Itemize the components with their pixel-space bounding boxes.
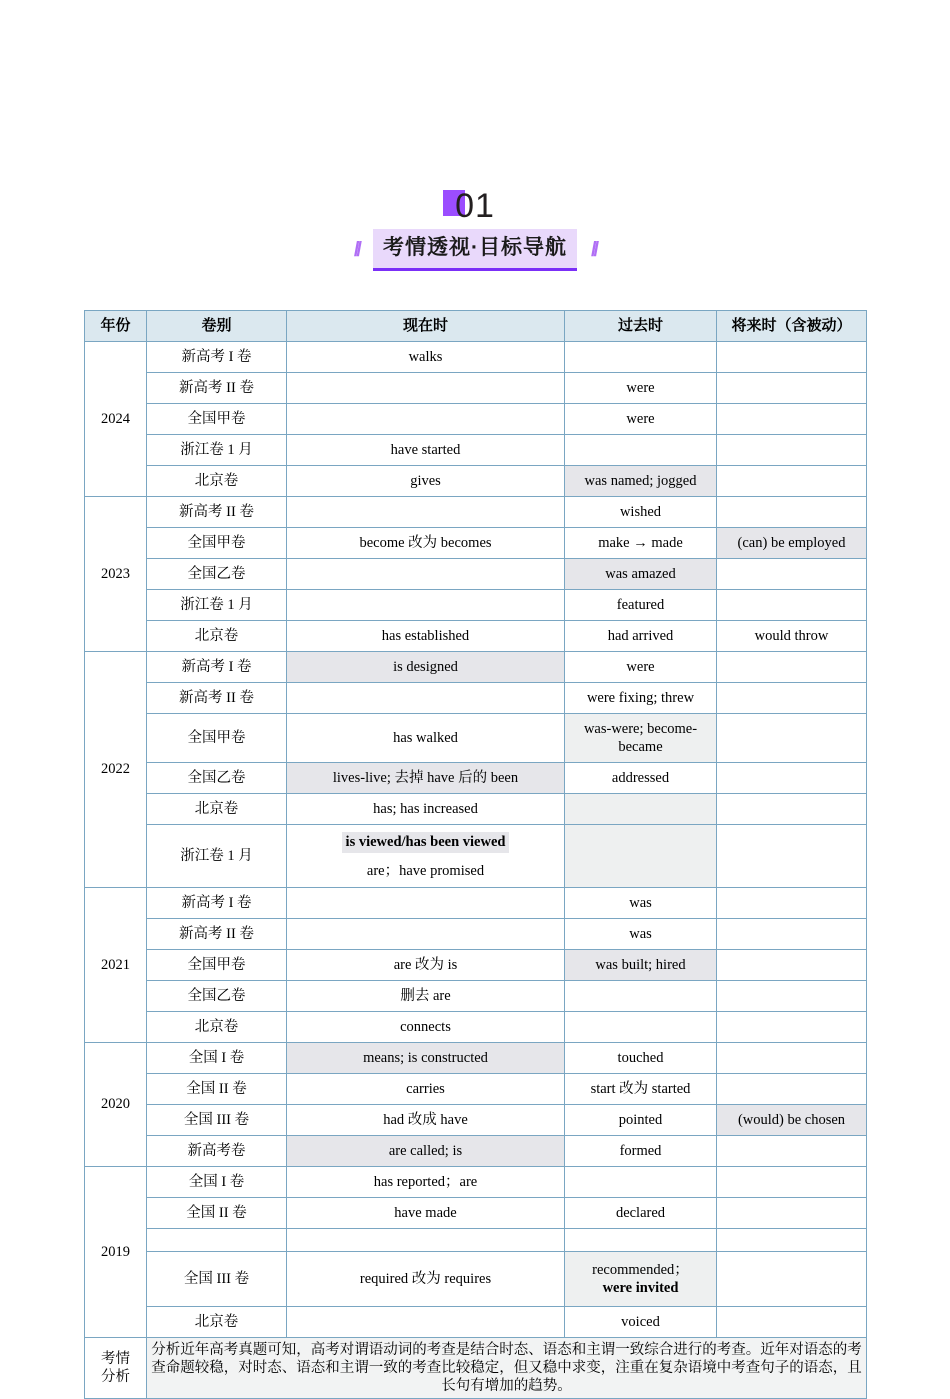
past-cell (565, 1012, 717, 1043)
paper-cell: 全国 III 卷 (147, 1105, 287, 1136)
section-title: 考情透视·目标导航 (373, 229, 577, 271)
table-row (85, 1307, 867, 1338)
present-cell (287, 1307, 565, 1338)
paper-cell: 新高考 II 卷 (147, 497, 287, 528)
paper-cell: 新高考 II 卷 (147, 683, 287, 714)
section-number-badge (455, 185, 495, 227)
past-cell: pointed (565, 1105, 717, 1136)
col-header-present: 现在时 (287, 311, 565, 342)
table-row (85, 888, 867, 919)
present-line-2: are；have promised (366, 862, 485, 879)
future-cell (717, 404, 867, 435)
paper-cell: 全国甲卷 (147, 950, 287, 981)
analysis-label-line1: 考情 (101, 1351, 130, 1368)
year-cell: 2020 (85, 1043, 147, 1167)
future-cell (717, 950, 867, 981)
past-cell (565, 1167, 717, 1198)
year-cell: 2021 (85, 888, 147, 1043)
year-cell: 2023 (85, 497, 147, 652)
past-cell (565, 435, 717, 466)
col-header-past: 过去时 (565, 311, 717, 342)
future-cell (717, 1167, 867, 1198)
past-cell: formed (565, 1136, 717, 1167)
past-cell: addressed (565, 763, 717, 794)
present-cell: means; is constructed (287, 1043, 565, 1074)
table-header (85, 311, 867, 342)
paper-cell: 新高考 I 卷 (147, 652, 287, 683)
year-cell: 2022 (85, 652, 147, 888)
table-row (85, 683, 867, 714)
present-cell (287, 888, 565, 919)
table-row (85, 919, 867, 950)
future-cell (717, 652, 867, 683)
present-cell: 删去 are (287, 981, 565, 1012)
table-row (85, 466, 867, 497)
analysis-row (85, 1338, 867, 1399)
future-cell (717, 981, 867, 1012)
future-cell (717, 559, 867, 590)
past-cell: start 改为 started (565, 1074, 717, 1105)
table-row (85, 1136, 867, 1167)
table-row (85, 794, 867, 825)
future-cell (717, 435, 867, 466)
past-cell: featured (565, 590, 717, 621)
table-row (85, 1074, 867, 1105)
present-cell (287, 590, 565, 621)
table-row (85, 559, 867, 590)
paper-cell: 新高考 I 卷 (147, 342, 287, 373)
present-cell (287, 373, 565, 404)
present-cell: connects (287, 1012, 565, 1043)
present-cell-multiline (287, 825, 565, 888)
paper-cell: 北京卷 (147, 1307, 287, 1338)
paper-cell: 全国 II 卷 (147, 1198, 287, 1229)
present-line-1: is viewed/has been viewed (342, 832, 510, 852)
future-cell (717, 497, 867, 528)
present-cell: lives-live; 去掉 have 后的 been (287, 763, 565, 794)
past-cell: was-were; become-became (565, 714, 717, 763)
present-cell: is designed (287, 652, 565, 683)
future-cell (717, 888, 867, 919)
table-row (85, 621, 867, 652)
section-heading (0, 185, 950, 263)
table-row (85, 763, 867, 794)
col-header-paper: 卷别 (147, 311, 287, 342)
present-cell: are 改为 is (287, 950, 565, 981)
table-row (85, 825, 867, 888)
future-cell (717, 590, 867, 621)
future-cell (717, 1012, 867, 1043)
table-row (85, 1252, 867, 1307)
past-cell: were (565, 404, 717, 435)
table-row (85, 1043, 867, 1074)
future-cell (717, 373, 867, 404)
past-cell: was named; jogged (565, 466, 717, 497)
past-cell: declared (565, 1198, 717, 1229)
past-cell: were (565, 373, 717, 404)
present-cell: are called; is (287, 1136, 565, 1167)
exam-overview-table (84, 310, 867, 1399)
paper-cell: 新高考 II 卷 (147, 373, 287, 404)
past-cell (565, 1229, 717, 1252)
table-row (85, 1198, 867, 1229)
past-cell-multiline (565, 1252, 717, 1307)
present-cell: had 改成 have (287, 1105, 565, 1136)
paper-cell: 北京卷 (147, 1012, 287, 1043)
paper-cell: 全国甲卷 (147, 404, 287, 435)
paper-cell: 全国 I 卷 (147, 1167, 287, 1198)
future-cell (717, 1074, 867, 1105)
past-cell: were fixing; threw (565, 683, 717, 714)
present-cell (287, 404, 565, 435)
past-cell: touched (565, 1043, 717, 1074)
table-row (85, 1105, 867, 1136)
analysis-text: 分析近年高考真题可知，高考对谓语动词的考查是结合时态、语态和主谓一致综合进行的考查。近年对语态的考查命题较稳，对时态、语态和主谓一致的考查比较稳定，但又稳中求变，注重在复杂语境中考查句子的语态，且长句有增加的趋势。 (147, 1338, 867, 1399)
present-cell: has reported；are (287, 1167, 565, 1198)
future-cell (717, 794, 867, 825)
past-cell: voiced (565, 1307, 717, 1338)
future-cell: would throw (717, 621, 867, 652)
future-cell (717, 466, 867, 497)
present-cell: gives (287, 466, 565, 497)
paper-cell: 全国乙卷 (147, 981, 287, 1012)
analysis-label (85, 1338, 147, 1399)
present-cell (287, 497, 565, 528)
paper-cell: 全国甲卷 (147, 714, 287, 763)
table-header-row (85, 311, 867, 342)
present-cell: carries (287, 1074, 565, 1105)
present-cell (287, 559, 565, 590)
past-cell: was (565, 888, 717, 919)
past-line-2: were invited (602, 1280, 679, 1296)
paper-cell: 全国乙卷 (147, 559, 287, 590)
future-cell (717, 1198, 867, 1229)
present-cell: have started (287, 435, 565, 466)
paper-cell: 北京卷 (147, 621, 287, 652)
paper-cell: 全国甲卷 (147, 528, 287, 559)
past-cell: was amazed (565, 559, 717, 590)
col-header-year: 年份 (85, 311, 147, 342)
future-cell (717, 825, 867, 888)
paper-cell: 新高考 II 卷 (147, 919, 287, 950)
present-cell (287, 1229, 565, 1252)
future-cell (717, 1252, 867, 1307)
past-cell: was (565, 919, 717, 950)
future-cell (717, 342, 867, 373)
table-row (85, 950, 867, 981)
year-cell: 2019 (85, 1167, 147, 1338)
paper-cell: 北京卷 (147, 466, 287, 497)
paper-cell: 浙江卷 1 月 (147, 435, 287, 466)
present-cell: walks (287, 342, 565, 373)
paper-cell: 新高考 I 卷 (147, 888, 287, 919)
future-cell: (can) be employed (717, 528, 867, 559)
paper-cell: 全国 II 卷 (147, 1074, 287, 1105)
paper-cell: 浙江卷 1 月 (147, 825, 287, 888)
analysis-label-line2: 分析 (101, 1369, 130, 1386)
paper-cell: 全国乙卷 (147, 763, 287, 794)
future-cell (717, 1136, 867, 1167)
slash-decoration-right: // (591, 239, 597, 261)
table-row (85, 714, 867, 763)
paper-cell: 全国 I 卷 (147, 1043, 287, 1074)
past-cell: make → made (565, 528, 717, 559)
future-cell (717, 1229, 867, 1252)
paper-cell (147, 1229, 287, 1252)
past-cell: had arrived (565, 621, 717, 652)
table-row (85, 497, 867, 528)
present-cell: have made (287, 1198, 565, 1229)
past-line-1: recommended； (592, 1261, 689, 1278)
future-cell (717, 1043, 867, 1074)
table-row (85, 1229, 867, 1252)
present-cell: has walked (287, 714, 565, 763)
paper-cell: 全国 III 卷 (147, 1252, 287, 1307)
future-cell (717, 919, 867, 950)
table-body (85, 342, 867, 1399)
present-cell: required 改为 requires (287, 1252, 565, 1307)
future-cell (717, 763, 867, 794)
exam-overview-table-wrap (84, 310, 866, 1399)
table-row (85, 1167, 867, 1198)
paper-cell: 浙江卷 1 月 (147, 590, 287, 621)
table-row (85, 590, 867, 621)
year-cell: 2024 (85, 342, 147, 497)
table-row (85, 528, 867, 559)
present-cell: become 改为 becomes (287, 528, 565, 559)
present-cell (287, 919, 565, 950)
table-row (85, 373, 867, 404)
future-cell (717, 1307, 867, 1338)
past-cell (565, 794, 717, 825)
past-cell (565, 825, 717, 888)
section-title-row (0, 229, 950, 263)
present-cell (287, 683, 565, 714)
present-cell: has established (287, 621, 565, 652)
table-row (85, 981, 867, 1012)
past-cell: were (565, 652, 717, 683)
present-cell: has; has increased (287, 794, 565, 825)
past-cell: wished (565, 497, 717, 528)
table-row (85, 652, 867, 683)
future-cell (717, 714, 867, 763)
table-row (85, 435, 867, 466)
past-cell (565, 342, 717, 373)
future-cell: (would) be chosen (717, 1105, 867, 1136)
future-cell (717, 683, 867, 714)
table-row (85, 1012, 867, 1043)
col-header-future: 将来时（含被动） (717, 311, 867, 342)
paper-cell: 新高考卷 (147, 1136, 287, 1167)
slash-decoration-left: // (353, 239, 359, 261)
table-row (85, 404, 867, 435)
past-cell (565, 981, 717, 1012)
section-number: 01 (455, 187, 495, 225)
section-number-row (0, 185, 950, 227)
past-cell: was built; hired (565, 950, 717, 981)
table-row (85, 342, 867, 373)
paper-cell: 北京卷 (147, 794, 287, 825)
